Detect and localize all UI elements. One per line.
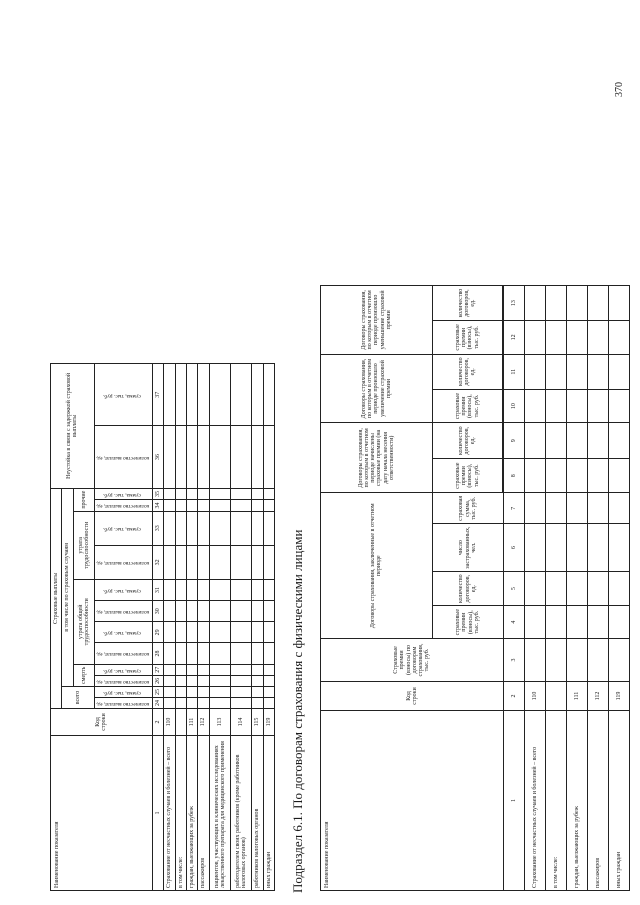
col-number: 13 [503,286,524,321]
col-number: 11 [503,354,524,389]
table-row [608,286,629,891]
header-increase: Договоры страхования, по которым в отчетном периоде произошло увеличение страховой премии [321,354,433,423]
payouts-table [50,363,275,891]
col-number: 10 [503,389,524,423]
table-row [263,364,274,891]
contracts-table [320,285,630,891]
col-count: количество выплат, ед. [94,545,152,579]
row-name: иных граждан [263,736,274,891]
col-count: количество выплат, ед. [94,426,152,488]
header-name: Наименование показателя [51,736,153,891]
col-amount: сумма, тыс. руб. [94,511,152,545]
header-insured-count: число застрахованных, чел. [432,524,503,572]
row-name: Страхование от несчастных случаев и болезней – всего [164,736,175,891]
header-premiums: Страховые премии (взносы) по договорам страхования, тыс. руб. [321,639,504,682]
header-other: прочие [73,488,94,511]
row-code: 110 [164,709,175,736]
col-count: количество выплат, ед. [94,601,152,622]
col-number: 34 [152,500,163,511]
header-contracts-count: количество договоров, ед. [432,571,503,605]
col-amount: сумма, тыс. руб. [94,488,152,499]
col-amount: сумма, тыс. руб. [94,622,152,643]
page-number: 370 [614,82,625,97]
col-number: 4 [503,606,524,639]
table-row [175,364,186,891]
col-number: 32 [152,545,163,579]
header-premiums-short: страховые премии (взносы), тыс. руб. [432,606,503,639]
col-amount: сумма, тыс. руб. [94,687,152,698]
col-number: 27 [152,664,163,675]
row-name: иных граждан [608,711,629,891]
col-count: количество выплат, ед. [94,643,152,664]
column-numbers-row [152,364,163,891]
header-concluded: Договоры страхования, заключенные в отчетном периоде [321,493,433,639]
table-row [164,364,175,891]
row-code: 112 [198,709,209,736]
row-code: 112 [587,682,608,711]
header-disability-general: утрата общей трудоспособности [73,580,94,665]
row-code: 114 [231,709,252,736]
row-name: Страхование от несчастных случаев и болезней – всего [524,711,545,891]
col-number: 8 [503,459,524,493]
col-number: 28 [152,643,163,664]
row-code: 111 [187,709,198,736]
row-name: в том числе: [175,736,186,891]
table-row [198,364,209,891]
row-code: 115 [252,709,263,736]
header-accrued: Договоры страхования, по которым в отчетном периоде начислены страховые премии (на дату начала несения ответственности) [321,423,433,493]
header-death: смерть [73,664,94,686]
col-count: количество выплат, ед. [94,675,152,686]
col-count: количество выплат, ед. [94,500,152,511]
row-name: пациентов, участвующих в клинических исследованиях лекарственного препарата для медицинского применения [209,736,230,891]
col-number: 2 [152,709,163,736]
col-number: 7 [503,493,524,524]
row-name: пассажиров [587,711,608,891]
col-number: 37 [152,364,163,426]
row-code: 111 [566,682,587,711]
col-number: 35 [152,488,163,499]
col-amount: сумма, тыс. руб. [94,664,152,675]
header-count-short: количество договоров, ед. [432,286,502,321]
section-title: Подраздел 6.1. По договорам страхования с физическими лицами [290,529,305,893]
header-sum-insured: страховая сумма, тыс. руб. [432,493,503,524]
header-penalty: Неустойка в связи с задержкой страховой выплаты [51,364,95,489]
header-name: Наименование показателя [321,711,504,891]
col-count: количество выплат, ед. [94,698,152,709]
header-count-short: количество договоров, ед. [432,354,502,389]
header-premiums-short: страховые премии (взносы), тыс. руб. [432,321,502,355]
header-in-that-number: в том числе по страховым случаям [62,488,73,686]
header-payouts: Страховые выплаты [51,488,62,708]
col-number: 36 [152,426,163,488]
col-number: 26 [152,675,163,686]
row-name: работников налоговых органов [252,736,263,891]
col-number: 5 [503,571,524,605]
table-row [566,286,587,891]
col-number: 1 [503,711,524,891]
col-number: 3 [503,639,524,682]
row-name: граждан, выезжающих за рубеж [566,711,587,891]
row-name: пассажиров [198,736,209,891]
col-number: 25 [152,687,163,698]
column-numbers-row [503,286,524,891]
row-code [175,709,186,736]
col-amount: сумма, тыс. руб. [94,580,152,601]
header-all: всего [62,687,95,709]
table-row [524,286,545,891]
header-premiums-short: страховые премии (взносы), тыс. руб. [432,389,502,423]
header-decrease: Договоры страхования, по которым в отчетном периоде произошло уменьшение страховой премии [321,286,433,355]
table-row [252,364,263,891]
header-disability-work: утрата трудоспособности [73,511,94,579]
table-row [187,364,198,891]
row-name: работодателем своих работников (кроме работников налоговых органов) [231,736,252,891]
table-row [231,364,252,891]
col-number: 12 [503,321,524,355]
row-name: граждан, выезжающих за рубеж [187,736,198,891]
header-code: Код строки [321,682,504,711]
col-amount: сумма, тыс. руб. [94,364,152,426]
header-code: Код строки [51,709,153,736]
row-name: в том числе: [545,711,566,891]
col-number: 24 [152,698,163,709]
col-number: 31 [152,580,163,601]
table-row [587,286,608,891]
col-number: 9 [503,423,524,459]
col-number: 33 [152,511,163,545]
row-code: 113 [209,709,230,736]
col-number: 29 [152,622,163,643]
col-number: 6 [503,524,524,572]
header-count-short: количество договоров, ед. [432,423,502,459]
table-row [209,364,230,891]
row-code [545,682,566,711]
row-code: 119 [263,709,274,736]
row-code: 110 [524,682,545,711]
col-number: 1 [152,736,163,891]
col-number: 2 [503,682,524,711]
header-premiums-short: страховые премии (взносы), тыс. руб. [432,459,502,493]
row-code: 119 [608,682,629,711]
table-row [545,286,566,891]
col-number: 30 [152,601,163,622]
